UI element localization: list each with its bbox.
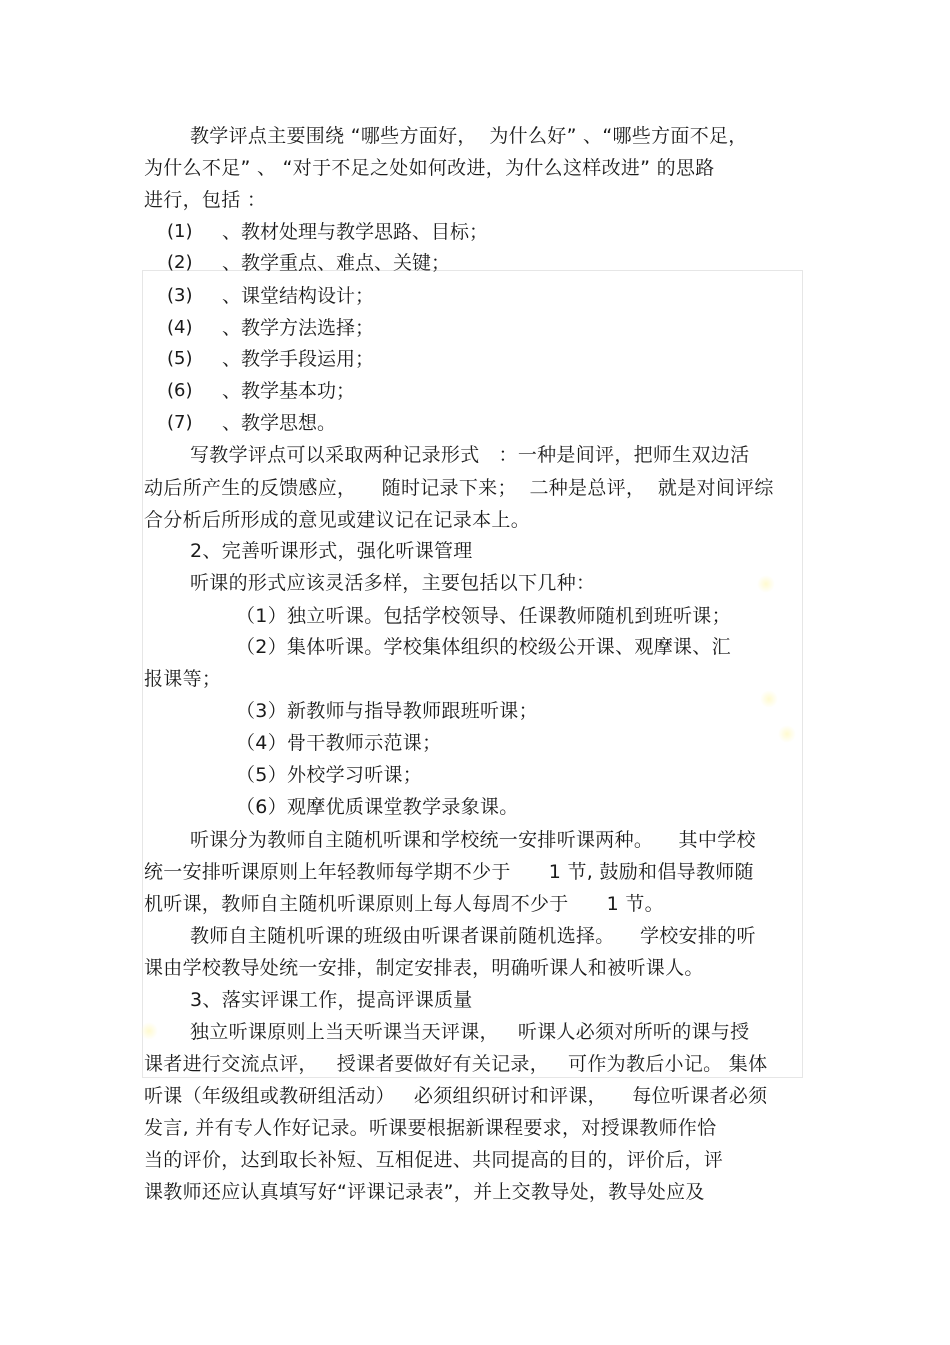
list-item-text: 、教学方法选择； [222, 317, 375, 339]
list-item-text: 、课堂结构设计； [222, 285, 375, 307]
paragraph-line: 进行，包括 ： [144, 189, 267, 211]
paragraph-line: 课教师还应认真填写好“评课记录表”，并上交教导处，教导处应及 [144, 1181, 705, 1203]
paragraph-line: 合分析后所形成的意见或建议记在记录本上。 [144, 509, 531, 531]
list-item: 报课等； [144, 668, 222, 690]
paragraph-line: 课者进行交流点评， 授课者要做好有关记录， 可作为教后小记。 集体 [144, 1053, 768, 1075]
paragraph-line: 听课（年级组或教研组活动） 必须组织研讨和评课， 每位听课者必须 [144, 1085, 768, 1107]
paragraph-line: 机听课，教师自主随机听课原则上每人每周不少于 1 节。 [144, 893, 664, 915]
paragraph-line: 统一安排听课原则上年轻教师每学期不少于 1 节, 鼓励和倡导教师随 [144, 861, 754, 883]
decorative-sparkle [778, 725, 796, 743]
list-item: （1）独立听课。包括学校领导、任课教师随机到班听课； [236, 605, 731, 627]
decorative-sparkle [757, 575, 775, 593]
paragraph-line: 听课的形式应该灵活多样，主要包括以下几种： [190, 572, 596, 594]
paragraph-line: 当的评价，达到取长补短、互相促进、共同提高的目的，评价后，评 [144, 1149, 724, 1171]
list-item-text: 、教学重点、难点、关键； [222, 252, 451, 274]
section-heading: 2、完善听课形式，强化听课管理 [190, 540, 473, 562]
paragraph-line: 为什么不足” 、 “对于不足之处如何改进，为什么这样改进” 的思路 [144, 157, 715, 179]
list-item: （5）外校学习听课； [236, 764, 423, 786]
list-item: （4）骨干教师示范课； [236, 732, 442, 754]
paragraph-line: 教师自主随机听课的班级由听课者课前随机选择。 学校安排的听 [190, 925, 756, 947]
section-heading: 3、落实评课工作，提高评课质量 [190, 989, 473, 1011]
list-item-number: (3) [167, 285, 193, 306]
paragraph-line: 教学评点主要围绕 “哪些方面好， 为什么好” 、“哪些方面不足， [190, 125, 748, 147]
list-item-number: (7) [167, 412, 193, 433]
paragraph-line: 听课分为教师自主随机听课和学校统一安排听课两种。 其中学校 [190, 829, 756, 851]
list-item-number: (2) [167, 252, 193, 273]
list-item-text: 、教学基本功； [222, 380, 356, 402]
paragraph-line: 课由学校教导处统一安排，制定安排表，明确听课人和被听课人。 [144, 957, 704, 979]
list-item-text: 、教学思想。 [222, 412, 337, 434]
paragraph-line: 动后所产生的反馈感应， 随时记录下来； 二种是总评， 就是对间评综 [144, 477, 774, 499]
decorative-sparkle [760, 690, 778, 708]
list-item: （6）观摩优质课堂教学录象课。 [236, 796, 519, 818]
list-item-number: (5) [167, 348, 193, 369]
paragraph-line: 写教学评点可以采取两种记录形式 ：一种是间评，把师生双边活 [190, 444, 750, 466]
list-item-number: (4) [167, 317, 193, 338]
decorative-sparkle [140, 1022, 158, 1040]
list-item: （3）新教师与指导教师跟班听课； [236, 700, 538, 722]
list-item-number: (1) [167, 221, 193, 242]
paragraph-line: 独立听课原则上当天听课当天评课， 听课人必须对所听的课与授 [190, 1021, 750, 1043]
list-item-text: 、教材处理与教学思路、目标； [222, 221, 489, 243]
paragraph-line: 发言, 并有专人作好记录。听课要根据新课程要求，对授课教师作恰 [144, 1117, 717, 1139]
list-item-text: 、教学手段运用； [222, 348, 375, 370]
list-item-number: (6) [167, 380, 193, 401]
list-item: （2）集体听课。学校集体组织的校级公开课、观摩课、汇 [236, 636, 731, 658]
